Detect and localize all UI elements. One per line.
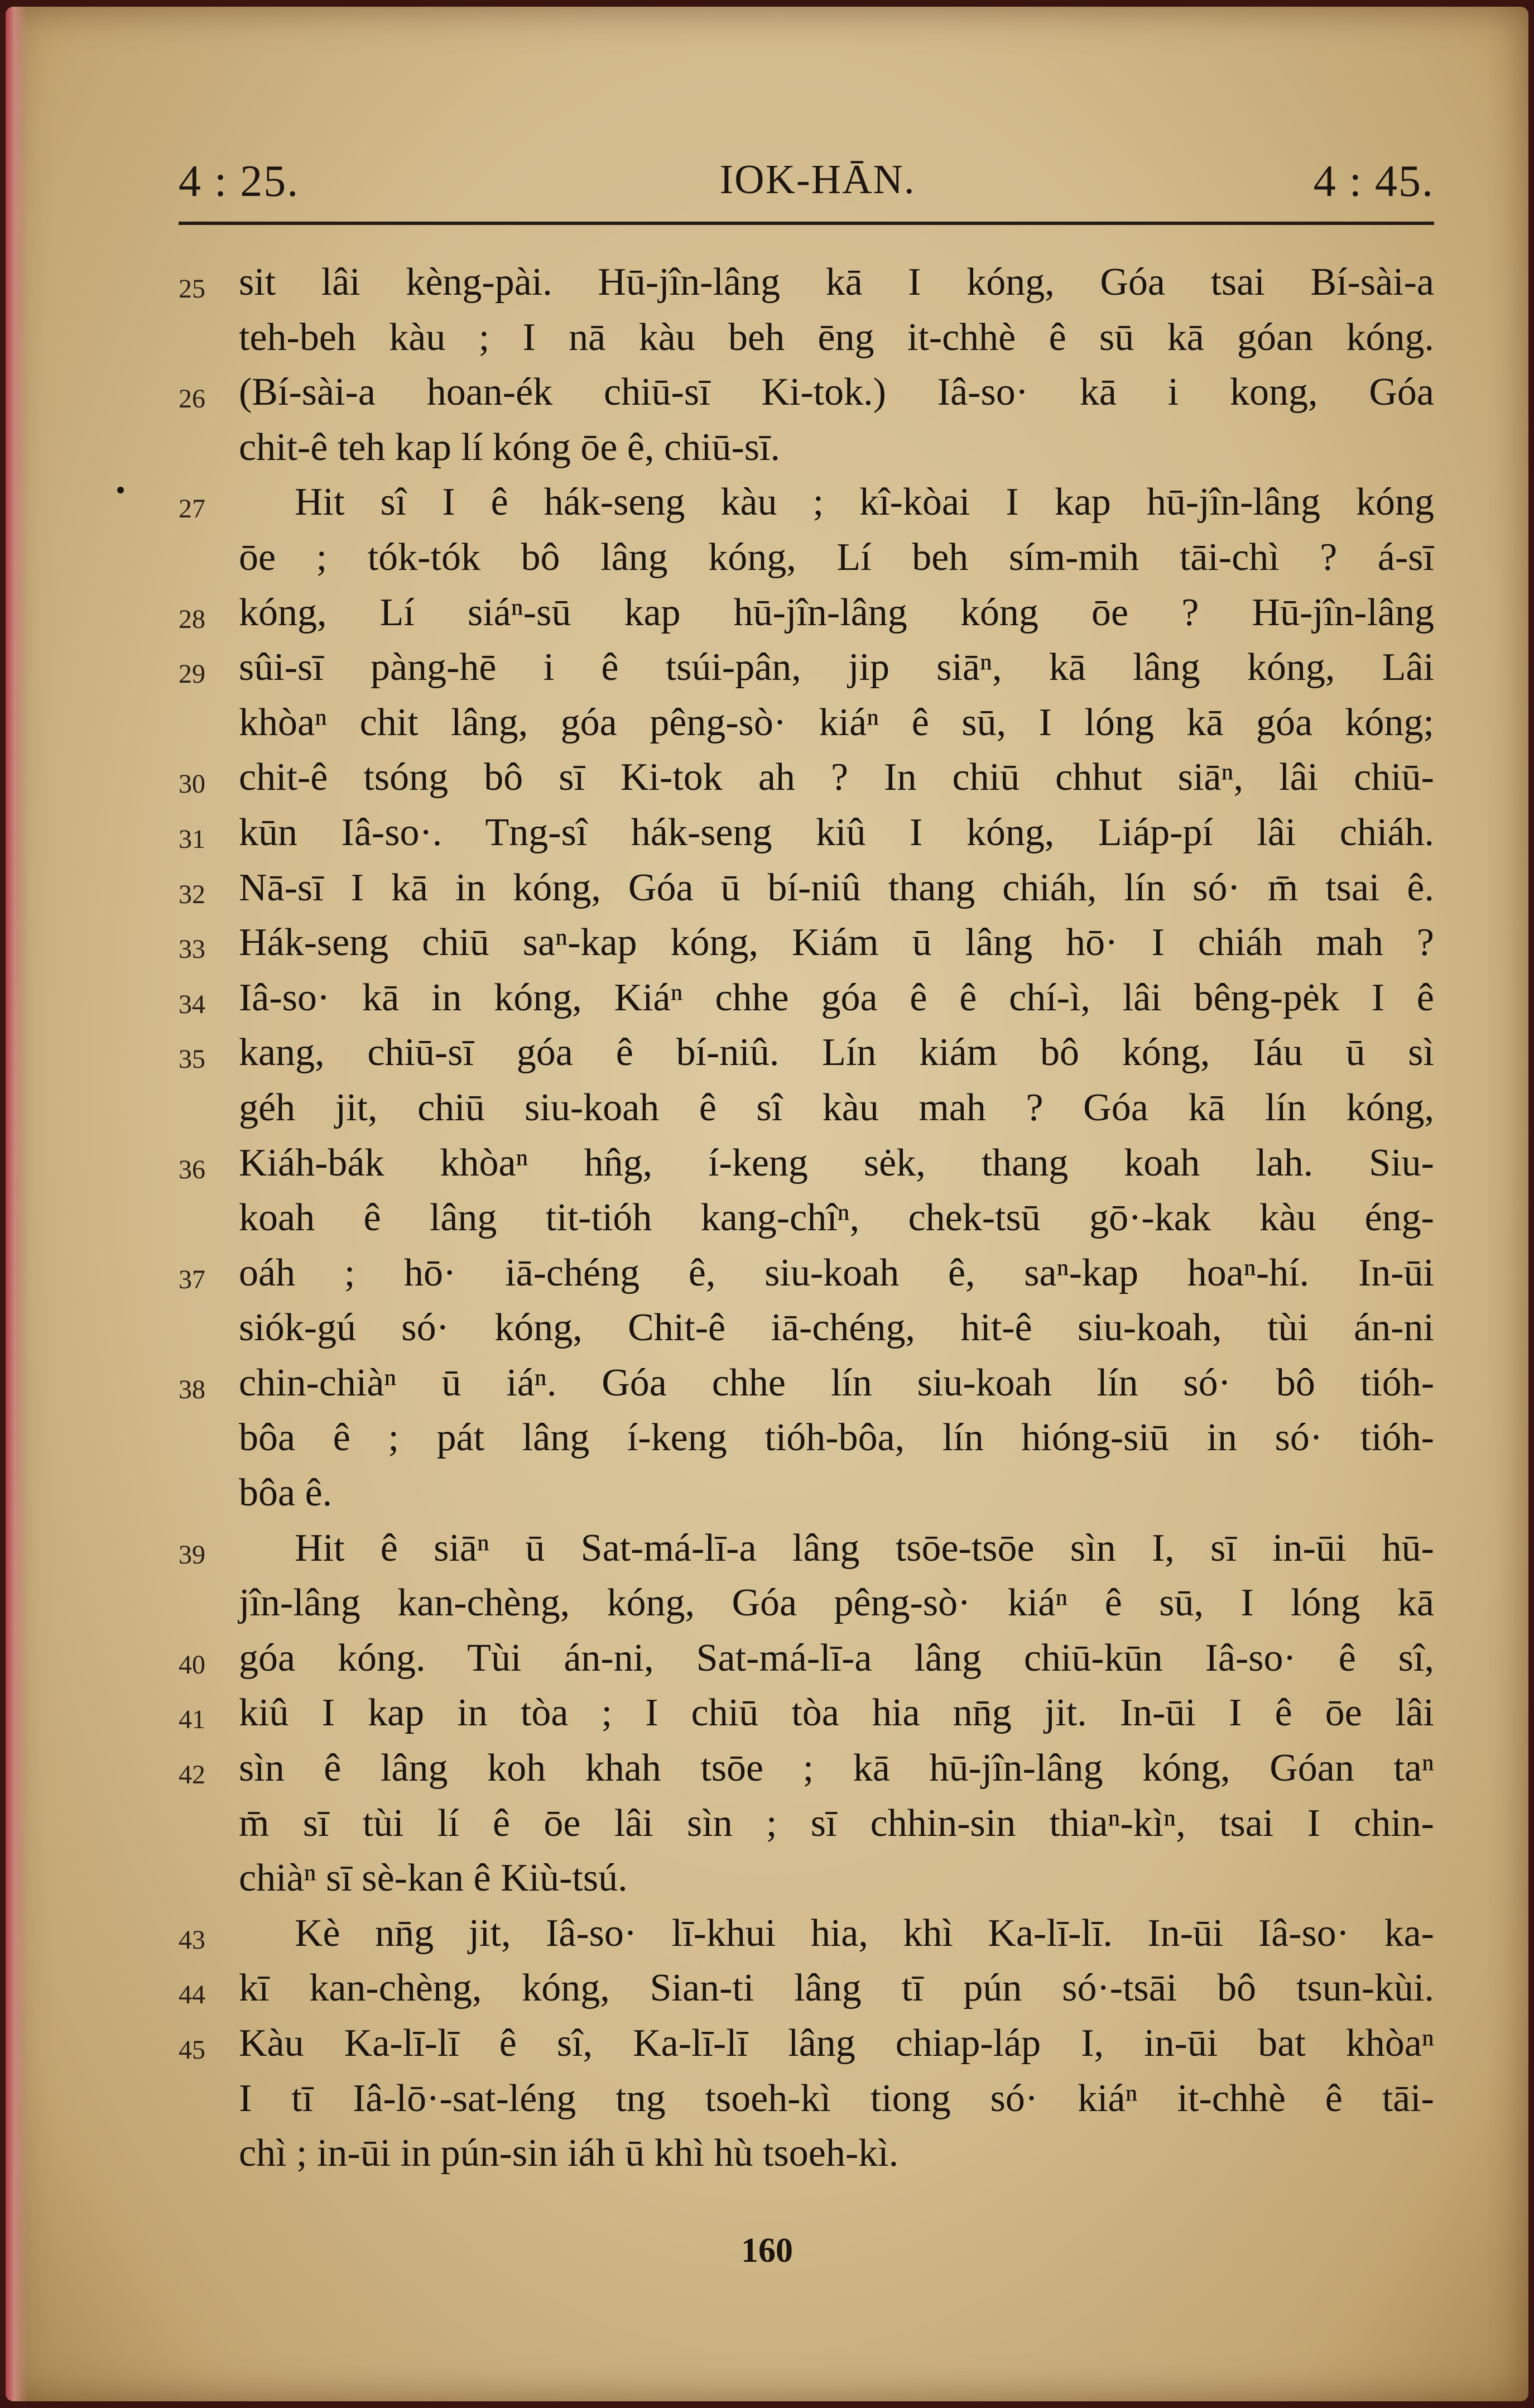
line-text: kī kan-chèng, kóng, Sian-ti lâng tī pún só·-tsāi bô tsun-kùi. — [239, 1966, 1434, 2010]
text-line — [179, 861, 1434, 916]
text-line — [179, 1136, 1434, 1191]
verse-number: 30 — [179, 769, 205, 799]
text-line — [179, 255, 1434, 310]
line-text: chin-chiàⁿ ū iáⁿ. Góa chhe lín siu-koah lín só· bô tióh- — [239, 1361, 1434, 1404]
verse-number: 45 — [179, 2035, 205, 2065]
text-line — [179, 1521, 1434, 1576]
line-text: Kè nn̄g jit, Iâ-so· lī-khui hia, khì Ka-lī-lī. In-ūi Iâ-so· ka- — [295, 1911, 1434, 1955]
line-text: m̄ sī tùi lí ê ōe lâi sìn ; sī chhin-sin thiaⁿ-kìⁿ, tsai I chin- — [239, 1801, 1434, 1845]
verse-number: 31 — [179, 824, 205, 854]
text-line — [179, 2126, 1434, 2181]
line-text: géh jit, chiū siu-koah ê sî kàu mah ? Góa kā lín kóng, — [239, 1086, 1434, 1129]
line-text: chiàⁿ sī sè-kan ê Kiù-tsú. — [239, 1857, 628, 1900]
text-line — [179, 1851, 1434, 1906]
page-edge — [6, 7, 28, 2401]
text-line — [179, 1191, 1434, 1246]
line-text: bôa ê ; pát lâng í-keng tióh-bôa, lín hióng-siū in só· tióh- — [239, 1416, 1434, 1460]
text-line — [179, 1246, 1434, 1301]
text-line — [179, 750, 1434, 805]
line-text: I tī Iâ-lō·-sat-léng tng tsoeh-kì tiong só· kiáⁿ it-chhè ê tāi- — [239, 2076, 1434, 2120]
text-line — [179, 1356, 1434, 1411]
text-line — [179, 530, 1434, 586]
line-text: chì ; in-ūi in pún-sin iáh ū khì hù tsoeh-kì. — [239, 2132, 899, 2175]
text-line — [179, 1631, 1434, 1686]
header-chapter-start: 4 : 25. — [179, 157, 300, 206]
line-text: Kiáh-bák khòaⁿ hn̂g, í-keng sėk, thang koah lah. Siu- — [239, 1141, 1434, 1184]
line-text: Nā-sī I kā in kóng, Góa ū bí-niû thang chiáh, lín só· m̄ tsai ê. — [239, 866, 1434, 909]
text-line — [179, 365, 1434, 420]
verse-number: 38 — [179, 1374, 205, 1404]
text-line — [179, 1025, 1434, 1081]
line-text: khòaⁿ chit lâng, góa pêng-sò· kiáⁿ ê sū, I lóng kā góa kóng; — [239, 701, 1434, 744]
text-line — [179, 805, 1434, 861]
line-text: kóng, Lí siáⁿ-sū kap hū-jîn-lâng kóng ōe ? Hū-jîn-lâng — [239, 591, 1434, 634]
header-book-title: IOK-HĀN. — [719, 157, 916, 203]
text-line — [179, 475, 1434, 530]
header-rule — [179, 222, 1434, 225]
text-line — [179, 1081, 1434, 1136]
line-text: Hák-seng chiū saⁿ-kap kóng, Kiám ū lâng hō· I chiáh mah ? — [239, 921, 1434, 965]
text-line — [179, 1796, 1434, 1851]
text-line — [179, 695, 1434, 751]
line-text: góa kóng. Tùi án-ni, Sat-má-lī-a lâng chiū-kūn Iâ-so· ê sî, — [239, 1636, 1434, 1680]
verse-number: 34 — [179, 989, 205, 1019]
text-line — [179, 2016, 1434, 2071]
verse-number: 44 — [179, 1980, 205, 2010]
verse-number: 25 — [179, 274, 205, 304]
text-line — [179, 1466, 1434, 1521]
line-text: kiû I kap in tòa ; I chiū tòa hia nn̄g jit. In-ūi I ê ōe lâi — [239, 1691, 1434, 1735]
text-line — [179, 2071, 1434, 2127]
line-text: bôa ê. — [239, 1471, 333, 1515]
line-text: ōe ; tók-tók bô lâng kóng, Lí beh sím-mih tāi-chì ? á-sī — [239, 535, 1434, 579]
line-text: chit-ê tsóng bô sī Ki-tok ah ? In chiū chhut siāⁿ, lâi chiū- — [239, 756, 1434, 799]
line-text: kang, chiū-sī góa ê bí-niû. Lín kiám bô kóng, Iáu ū sì — [239, 1031, 1434, 1075]
verse-number: 26 — [179, 384, 205, 414]
verse-number: 43 — [179, 1925, 205, 1955]
line-text: teh-beh kàu ; I nā kàu beh ēng it-chhè ê sū kā góan kóng. — [239, 315, 1434, 359]
header-chapter-end: 4 : 45. — [1313, 157, 1434, 206]
text-line — [179, 1411, 1434, 1466]
text-line — [179, 1576, 1434, 1631]
line-text: Iâ-so· kā in kóng, Kiáⁿ chhe góa ê ê chí-ì, lâi bêng-pėk I ê — [239, 976, 1434, 1019]
text-line — [179, 915, 1434, 971]
verse-number: 35 — [179, 1044, 205, 1075]
line-text: jîn-lâng kan-chèng, kóng, Góa pêng-sò· kiáⁿ ê sū, I lóng kā — [239, 1581, 1434, 1625]
book-page — [6, 7, 1528, 2401]
line-text: kūn Iâ-so·. Tng-sî hák-seng kiû I kóng, Liáp-pí lâi chiáh. — [239, 810, 1434, 854]
verse-number: 40 — [179, 1649, 205, 1680]
verse-number: 39 — [179, 1539, 205, 1570]
page-number: 160 — [741, 2232, 793, 2270]
verse-number: 27 — [179, 494, 205, 524]
line-text: (Bí-sài-a hoan-ék chiū-sī Ki-tok.) Iâ-so· kā i kong, Góa — [239, 371, 1434, 414]
verse-number: 41 — [179, 1705, 205, 1735]
line-text: sûi-sī pàng-hē i ê tsúi-pân, jip siāⁿ, kā lâng kóng, Lâi — [239, 646, 1434, 689]
line-text: Hit sî I ê hák-seng kàu ; kî-kòai I kap hū-jîn-lâng kóng — [295, 481, 1434, 524]
text-line — [179, 971, 1434, 1026]
verse-number: 36 — [179, 1154, 205, 1184]
text-line — [179, 586, 1434, 641]
text-line — [179, 1301, 1434, 1356]
scripture-text — [179, 255, 1434, 2181]
line-text: koah ê lâng tit-tióh kang-chîⁿ, chek-tsū gō·-kak kàu éng- — [239, 1196, 1434, 1240]
verse-number: 28 — [179, 604, 205, 634]
line-text: Kàu Ka-lī-lī ê sî, Ka-lī-lī lâng chiap-láp I, in-ūi bat khòaⁿ — [239, 2022, 1434, 2065]
text-line — [179, 1961, 1434, 2016]
running-header — [179, 156, 1456, 218]
line-text: Hit ê siāⁿ ū Sat-má-lī-a lâng tsōe-tsōe sìn I, sī in-ūi hū- — [295, 1526, 1434, 1570]
verse-number: 42 — [179, 1760, 205, 1790]
verse-number: 33 — [179, 934, 205, 965]
text-line — [179, 1906, 1434, 1961]
ink-dot — [117, 487, 124, 493]
text-line — [179, 1686, 1434, 1741]
line-text: oáh ; hō· iā-chéng ê, siu-koah ê, saⁿ-kap hoaⁿ-hí. In-ūi — [239, 1251, 1434, 1294]
text-line — [179, 640, 1434, 695]
line-text: siók-gú só· kóng, Chit-ê iā-chéng, hit-ê siu-koah, tùi án-ni — [239, 1306, 1434, 1350]
text-line — [179, 420, 1434, 476]
text-line — [179, 310, 1434, 366]
verse-number: 32 — [179, 879, 205, 909]
line-text: sìn ê lâng koh khah tsōe ; kā hū-jîn-lâng kóng, Góan taⁿ — [239, 1747, 1434, 1790]
line-text: sit lâi kèng-pài. Hū-jîn-lâng kā I kóng, Góa tsai Bí-sài-a — [239, 261, 1434, 304]
text-line — [179, 1741, 1434, 1796]
verse-number: 29 — [179, 659, 205, 689]
line-text: chit-ê teh kap lí kóng ōe ê, chiū-sī. — [239, 425, 780, 469]
verse-number: 37 — [179, 1264, 205, 1294]
